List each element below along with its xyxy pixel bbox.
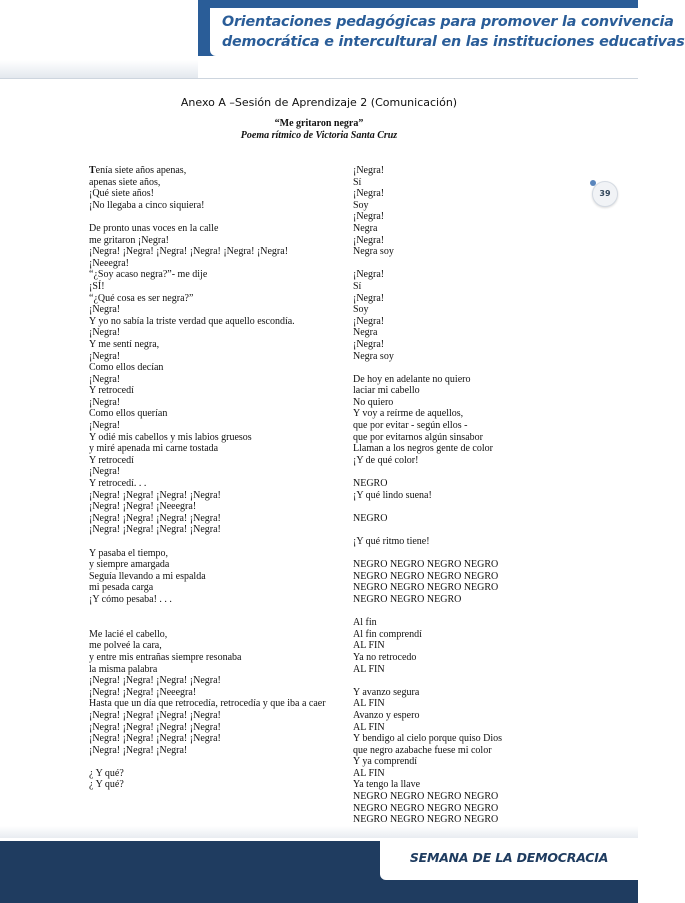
poem-line xyxy=(353,524,583,536)
header-notch xyxy=(198,56,638,78)
badge-dot-icon xyxy=(590,180,596,186)
poem-line: Avanzo y espero xyxy=(353,709,420,721)
poem-line: AL FIN xyxy=(353,721,385,733)
header-title-line-2: democrática e intercultural en las instituciones educativas xyxy=(222,34,685,50)
poem-line: ¡Negra! xyxy=(89,396,121,408)
poem-line: Y bendigo al cielo porque quiso Dios xyxy=(353,733,503,745)
poem-line: AL FIN xyxy=(353,698,385,710)
poem-line: ¡Y qué ritmo tiene! xyxy=(353,536,430,547)
poem-line: Negra xyxy=(353,222,378,234)
poem-line: ¡Negra! xyxy=(353,211,385,223)
poem-line: ¡Neeegra! xyxy=(89,257,129,269)
poem-line: ¡Negra! xyxy=(353,165,385,176)
poem-line: Y ya comprendí xyxy=(353,756,418,768)
poem-line xyxy=(89,756,341,768)
poem-line: Negra soy xyxy=(353,246,394,258)
poem-line xyxy=(353,606,583,618)
poem-line: ¡Negra! xyxy=(89,466,121,478)
poem-line: Como ellos querían xyxy=(89,408,168,420)
poem-line: ¿ Y qué? xyxy=(89,779,124,791)
poem-line: ¡Negra! xyxy=(353,292,385,304)
poem-line: apenas siete años, xyxy=(89,176,161,188)
poem-line: ¡Negra! xyxy=(89,304,121,316)
poem-line xyxy=(89,606,341,618)
poem-line: ¡Negra! ¡Negra! ¡Negra! ¡Negra! xyxy=(89,512,221,524)
poem-line: AL FIN xyxy=(353,663,385,675)
poem-line: AL FIN xyxy=(353,640,385,652)
poem-title: “Me gritaron negra” xyxy=(274,118,364,129)
poem-line: Y avanzo segura xyxy=(353,686,420,698)
poem-line: Y pasaba el tiempo, xyxy=(89,547,169,559)
poem-line: ¡Negra! ¡Negra! ¡Negra! ¡Negra! xyxy=(89,524,221,536)
poem-line: ¡Negra! ¡Negra! ¡Negra! ¡Negra! xyxy=(89,733,221,745)
poem-line xyxy=(353,466,583,478)
poem-line: AL FIN xyxy=(353,767,385,779)
footer-fade xyxy=(0,826,638,838)
poem-initial: T xyxy=(89,165,96,176)
poem-line: me gritaron ¡Negra! xyxy=(89,234,169,246)
poem-line: Hasta que un día que retrocedía, retrocedía y que iba a caer xyxy=(89,698,326,710)
poem-line: ¡Negra! ¡Negra! ¡Negra! ¡Negra! xyxy=(89,721,221,733)
poem-line: Al fin comprendí xyxy=(353,628,422,640)
poem-line xyxy=(353,675,583,687)
poem-line: ¡Negra! ¡Negra! ¡Negra! ¡Negra! xyxy=(89,489,221,501)
poem-line: NEGRO NEGRO NEGRO NEGRO xyxy=(353,814,499,826)
poem-line: me polveé la cara, xyxy=(89,640,162,652)
poem-line: NEGRO NEGRO NEGRO NEGRO xyxy=(353,582,499,594)
poem-line: NEGRO NEGRO NEGRO xyxy=(353,593,462,605)
poem-line: ¡Y cómo pesaba! . . . xyxy=(89,593,172,605)
poem-line: y entre mis entrañas siempre resonaba xyxy=(89,651,242,663)
poem-line: NEGRO NEGRO NEGRO NEGRO xyxy=(353,791,499,803)
header-title-line-1: Orientaciones pedagógicas para promover la convivencia xyxy=(222,14,674,30)
poem-line: que negro azabache fuese mi color xyxy=(353,744,492,756)
footer-edge xyxy=(0,838,380,841)
poem-line: Tenía siete años apenas, xyxy=(89,165,187,176)
poem-line: Sí xyxy=(353,176,362,188)
poem-line: Sí xyxy=(353,280,362,292)
poem-line: ¡Negra! ¡Negra! ¡Negra! ¡Negra! xyxy=(89,675,221,687)
poem-line: Y yo no sabía la triste verdad que aquello escondía. xyxy=(89,315,295,327)
poem-line xyxy=(89,617,341,629)
poem-line: Y odié mis cabellos y mis labios gruesos xyxy=(89,431,252,443)
poem-right-column xyxy=(353,165,583,837)
poem-line: Y me sentí negra, xyxy=(89,338,160,350)
poem-line: Y retrocedí. . . xyxy=(89,478,147,490)
header-shadow xyxy=(0,60,198,78)
poem-line: y siempre amargada xyxy=(89,559,170,571)
poem-line: No quiero xyxy=(353,396,394,408)
poem-line: ¡Negra! xyxy=(353,269,385,281)
poem-line: ¿ Y qué? xyxy=(89,767,124,779)
poem-line: “¿Soy acaso negra?”- me dije xyxy=(89,269,208,281)
poem-line: ¡Y de qué color! xyxy=(353,454,419,466)
poem-line: Y retrocedí xyxy=(89,385,134,397)
poem-line: De pronto unas voces en la calle xyxy=(89,222,219,234)
poem-line: ¡Negra! ¡Negra! ¡Neeegra! xyxy=(89,501,197,513)
poem-line: Negra soy xyxy=(353,350,394,362)
poem-line: ¡Negra! xyxy=(89,420,121,432)
page-number-badge: 39 xyxy=(592,181,618,207)
poem-line: ¡Negra! xyxy=(353,234,385,246)
poem-line: Al fin xyxy=(353,617,377,629)
footer-title: SEMANA DE LA DEMOCRACIA xyxy=(409,850,609,865)
poem-line: que por evitar - según ellos - xyxy=(353,420,468,432)
poem-line: NEGRO NEGRO NEGRO NEGRO xyxy=(353,802,499,814)
header-rule xyxy=(0,78,638,79)
poem-line xyxy=(353,548,583,560)
poem-line: que por evitarnos algún sinsabor xyxy=(353,431,483,443)
poem-line: laciar mi cabello xyxy=(353,385,420,397)
poem-line xyxy=(353,501,583,513)
poem-line: ¡Qué siete años! xyxy=(89,188,154,200)
poem-line: De hoy en adelante no quiero xyxy=(353,373,471,385)
poem-left-column xyxy=(89,165,341,791)
poem-line: Soy xyxy=(353,304,369,316)
poem-line: mi pesada carga xyxy=(89,582,154,594)
poem-line: ¡Negra! ¡Negra! ¡Negra! ¡Negra! ¡Negra! ¡Negra! xyxy=(89,246,289,258)
poem-line: Ya no retrocedo xyxy=(353,651,417,663)
poem-line: Ya tengo la llave xyxy=(353,779,421,791)
poem-line: ¡Negra! xyxy=(353,338,385,350)
poem-line: ¡Negra! xyxy=(353,188,385,200)
poem-line: Y voy a reírme de aquellos, xyxy=(353,408,464,420)
poem-line: NEGRO NEGRO NEGRO NEGRO xyxy=(353,570,499,582)
header-title xyxy=(222,12,685,52)
poem-line xyxy=(89,536,341,548)
poem-line: Soy xyxy=(353,199,369,211)
poem-line: ¡SÍ! xyxy=(89,280,105,292)
poem-line: Me lacié el cabello, xyxy=(89,628,168,640)
poem-line: ¡No llegaba a cinco siquiera! xyxy=(89,199,205,211)
poem-line: ¡Negra! xyxy=(89,373,121,385)
poem-line: Seguía llevando a mi espalda xyxy=(89,570,206,582)
poem-line: Llaman a los negros gente de color xyxy=(353,443,493,455)
poem-line: ¡Negra! ¡Negra! ¡Neeegra! xyxy=(89,686,197,698)
poem-line: ¡Negra! xyxy=(353,315,385,327)
poem-line: ¡Negra! ¡Negra! ¡Negra! xyxy=(89,744,188,756)
poem-line: NEGRO NEGRO NEGRO NEGRO xyxy=(353,559,499,571)
poem-line: ¡Negra! xyxy=(89,327,121,339)
annex-title: Anexo A –Sesión de Aprendizaje 2 (Comunicación) xyxy=(180,96,458,109)
poem-line: Como ellos decían xyxy=(89,362,164,374)
poem-line: ¡Negra! ¡Negra! ¡Negra! ¡Negra! xyxy=(89,709,221,721)
poem-line: NEGRO xyxy=(353,478,388,490)
poem-line: Y retrocedí xyxy=(89,454,134,466)
poem-subtitle: Poema rítmico de Victoria Santa Cruz xyxy=(240,130,398,141)
poem-line: y miré apenada mi carne tostada xyxy=(89,443,219,455)
poem-line: ¡Y qué lindo suena! xyxy=(353,489,432,501)
poem-line xyxy=(353,362,583,374)
poem-line xyxy=(89,211,341,223)
poem-line: la misma palabra xyxy=(89,663,158,675)
poem-line: “¿Qué cosa es ser negra?” xyxy=(89,292,194,304)
poem-line: NEGRO xyxy=(353,512,388,524)
poem-line xyxy=(353,258,583,270)
poem-line: ¡Negra! xyxy=(89,350,121,362)
poem-line: Negra xyxy=(353,327,378,339)
